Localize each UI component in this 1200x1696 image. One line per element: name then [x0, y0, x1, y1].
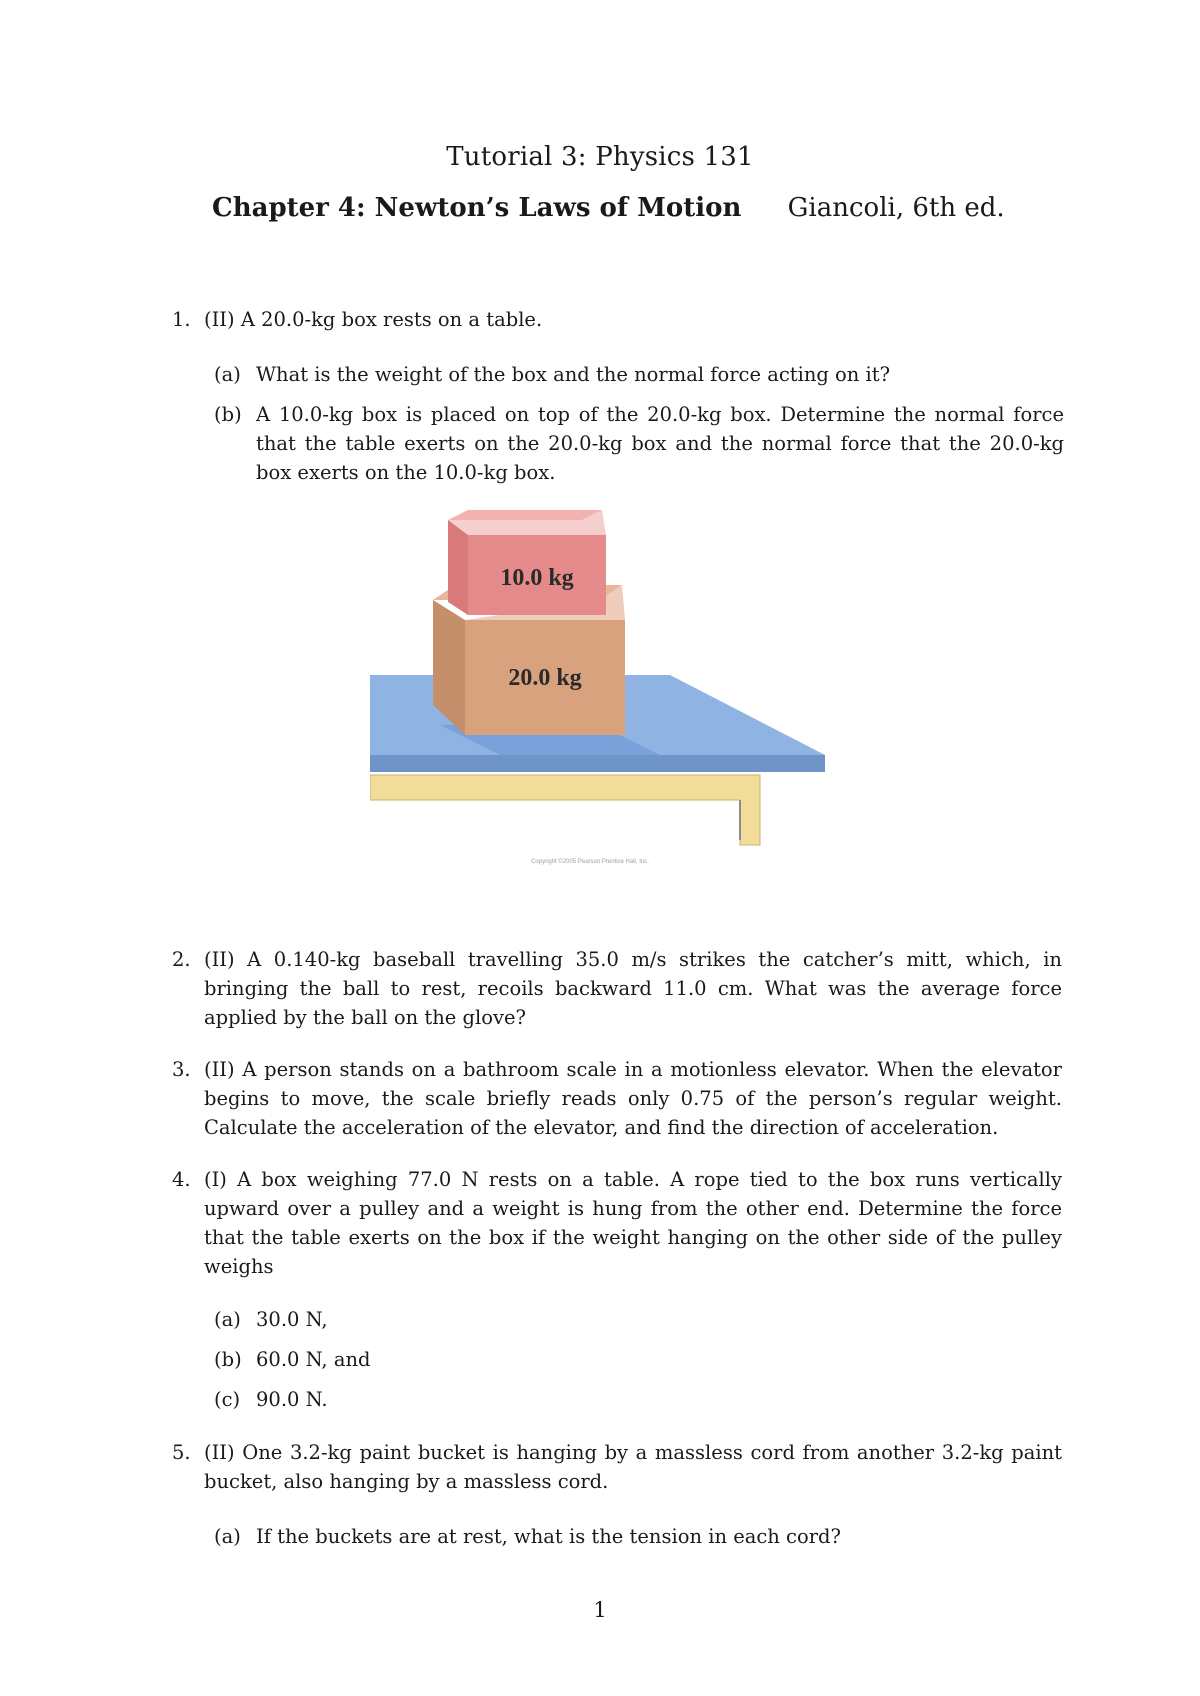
table-leg — [370, 775, 760, 845]
part-label: (b) — [214, 1348, 242, 1371]
chapter-heading — [212, 193, 1012, 223]
question-number: 3. — [172, 1058, 191, 1081]
top-box-side-face — [448, 520, 468, 615]
question-number: 4. — [172, 1168, 191, 1191]
part-text: What is the weight of the box and the normal force acting on it? — [256, 363, 891, 386]
top-box-top-face — [448, 510, 602, 520]
part-label: (a) — [214, 1308, 241, 1331]
part-text: 30.0 N, — [256, 1308, 328, 1331]
part-text: 60.0 N, and — [256, 1348, 371, 1371]
question-4-part-a — [214, 1305, 1064, 1334]
part-text: 90.0 N. — [256, 1388, 328, 1411]
question-text: (I) A box weighing 77.0 N rests on a table. A rope tied to the box runs vertically upward over a pulley and a weight is hung from the other end. Determine the force that the table exerts on the box if the weight hanging on the other side of the pulley weighs — [204, 1168, 1062, 1278]
question-1 — [172, 305, 1062, 334]
question-1-part-a — [214, 360, 1064, 389]
question-1-part-b — [214, 400, 1064, 487]
part-label: (c) — [214, 1388, 241, 1411]
question-4 — [172, 1165, 1062, 1281]
figure-copyright: Copyright ©2005 Pearson Prentice Hall, Inc. — [531, 859, 649, 865]
part-text: If the buckets are at rest, what is the tension in each cord? — [256, 1525, 841, 1548]
question-number: 5. — [172, 1441, 191, 1464]
part-label: (b) — [214, 403, 242, 426]
question-4-part-b — [214, 1345, 1064, 1374]
part-label: (a) — [214, 363, 241, 386]
part-text: A 10.0-kg box is placed on top of the 20.0-kg box. Determine the normal force that the table exerts on the 20.0-kg box and the normal force that the 20.0-kg box exerts on the 10.0-kg box. — [256, 403, 1064, 484]
question-number: 2. — [172, 948, 191, 971]
question-text: (II) A 0.140-kg baseball travelling 35.0 m/s strikes the catcher’s mitt, which, in bringing the ball to rest, recoils backward 11.0 cm. What was the average force applied by the ball on the glove? — [204, 948, 1062, 1029]
question-text: (II) One 3.2-kg paint bucket is hanging by a massless cord from another 3.2-kg paint bucket, also hanging by a massless cord. — [204, 1441, 1062, 1493]
question-3 — [172, 1055, 1062, 1142]
page-title: Tutorial 3: Physics 131 — [446, 142, 754, 172]
chapter-title: Chapter 4: Newton’s Laws of Motion — [212, 193, 742, 223]
question-5 — [172, 1438, 1062, 1496]
bottom-box-mass-label: 20.0 kg — [508, 665, 582, 691]
textbook-edition: Giancoli, 6th ed. — [787, 193, 1005, 223]
stacked-boxes-figure — [370, 510, 840, 870]
question-5-part-a — [214, 1522, 1064, 1551]
question-text: (II) A 20.0-kg box rests on a table. — [204, 308, 543, 331]
top-box-mass-label: 10.0 kg — [500, 565, 574, 591]
page-number: 1 — [593, 1598, 607, 1622]
question-number: 1. — [172, 308, 191, 331]
table-edge — [370, 755, 825, 772]
part-label: (a) — [214, 1525, 241, 1548]
question-4-part-c — [214, 1385, 1064, 1414]
question-2 — [172, 945, 1062, 1032]
question-text: (II) A person stands on a bathroom scale in a motionless elevator. When the elevator begins to move, the scale briefly reads only 0.75 of the person’s regular weight. Calculate the acceleration of the elevator, and find the direction of acceleration. — [204, 1058, 1062, 1139]
